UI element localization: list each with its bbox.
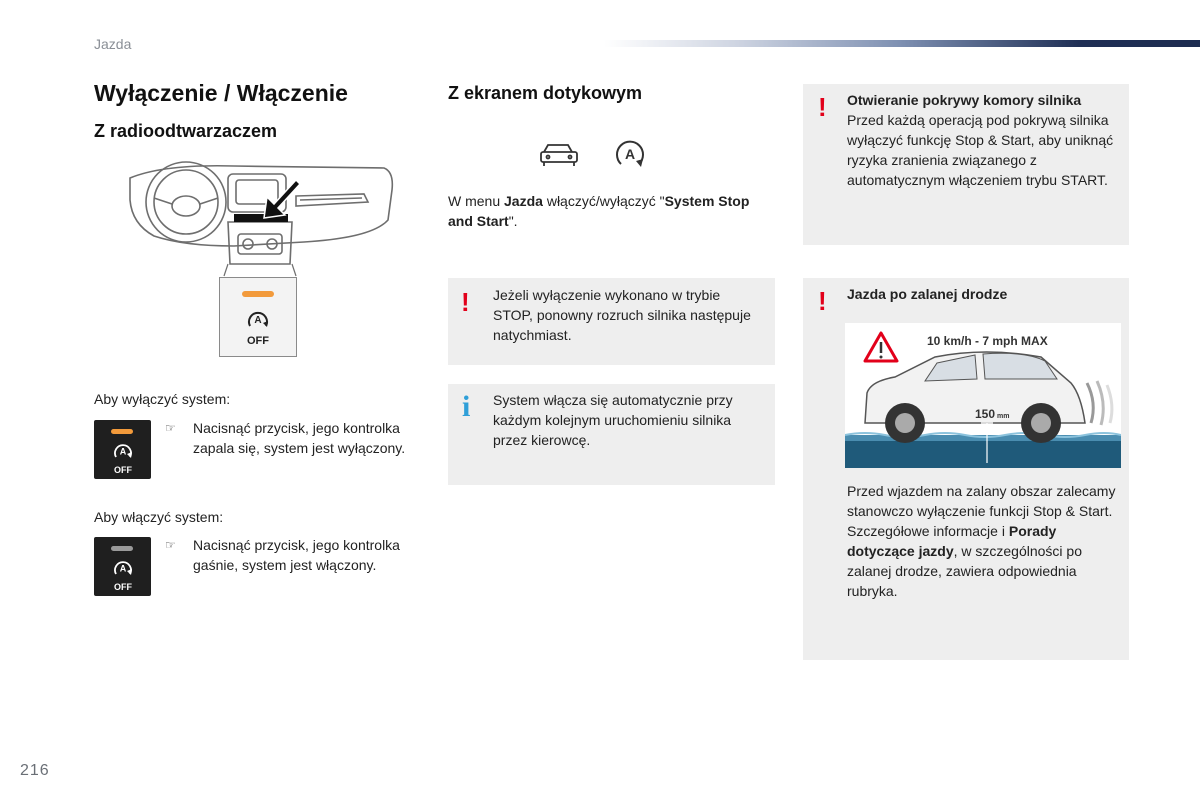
warning-icon: ! [461, 287, 470, 317]
warning-icon: ! [818, 92, 827, 122]
hand-pointer-icon: ☞ [165, 421, 176, 435]
svg-text:A: A [624, 146, 636, 162]
on-instruction: Nacisnąć przycisk, jego kontrolka gaśnie, system jest włączony. [193, 537, 400, 573]
page-title: Wyłączenie / Włączenie [94, 80, 348, 106]
button-led-off [94, 537, 151, 596]
flooded-road-illustration [845, 323, 1121, 468]
flooded-more-info: Szczegółowe informacje i [847, 523, 1009, 539]
warning-box-restart [448, 278, 775, 365]
button-off-label: OFF [114, 465, 132, 475]
menu-text: W menu [448, 193, 505, 209]
svg-text:A: A [119, 446, 127, 457]
car-icon [538, 140, 580, 170]
indicator-led-unlit [111, 546, 133, 551]
hand-pointer-icon: ☞ [165, 538, 176, 552]
menu-text: włączyć/wyłączyć " [542, 193, 665, 209]
auto-stop-start-icon [612, 136, 648, 172]
flooded-title-wrap [847, 284, 1119, 304]
info-text: System włącza się automatycznie przy każdym kolejnym uruchomieniu silnika przez kierowcę. [493, 392, 733, 448]
flood-speed-label: 10 km/h - 7 mph MAX [927, 334, 1048, 348]
info-icon: i [462, 390, 471, 423]
warning-box-flooded [803, 278, 1129, 660]
subtitle-touchscreen: Z ekranem dotykowym [448, 83, 643, 103]
svg-text:A: A [254, 315, 262, 326]
auto-stop-start-icon [110, 442, 136, 475]
menu-bold-system: System Stop and Start [448, 193, 750, 229]
menu-bold-jazda: Jazda [504, 193, 543, 209]
flood-depth-unit: mm [997, 413, 1010, 420]
auto-stop-start-icon [244, 308, 272, 346]
flooded-advice: Przed wjazdem na zalany obszar zalecamy stanowczo wyłączenie funkcji Stop & Start. [847, 483, 1116, 519]
off-intro: Aby wyłączyć system: [94, 391, 231, 407]
page-number: 216 [20, 762, 50, 779]
menu-instruction [448, 191, 758, 231]
menu-text: ". [508, 213, 518, 229]
warning-triangle-icon [865, 333, 897, 361]
warning-text: Jeżeli wyłączenie wykonano w trybie STOP, ponowny rozruch silnika następuje natychmiast. [493, 287, 751, 343]
flooded-text [847, 481, 1121, 601]
info-box [448, 384, 775, 485]
flooded-bold-ref: Porady dotyczące jazdy [847, 523, 1057, 559]
bonnet-title: Otwieranie pokrywy komory silnika [847, 92, 1082, 108]
section-title: Jazda [94, 36, 132, 52]
indicator-led [242, 291, 274, 297]
flooded-title: Jazda po zalanej drodze [847, 286, 1008, 302]
stop-start-button-large[interactable] [219, 277, 297, 357]
indicator-led-lit [111, 429, 133, 434]
auto-stop-start-icon [110, 559, 136, 592]
flooded-more-info-end: , w szczególności po zalanej drodze, zawiera odpowiednia rubryka. [847, 543, 1083, 599]
off-instruction: Nacisnąć przycisk, jego kontrolka zapala się, system jest wyłączony. [193, 420, 406, 456]
bonnet-warning [847, 90, 1119, 190]
on-intro: Aby włączyć system: [94, 509, 224, 525]
warning-box-bonnet [803, 84, 1129, 245]
button-led-on [94, 420, 151, 479]
bonnet-text: Przed każdą operacją pod pokrywą silnika wyłączyć funkcję Stop & Start, aby uniknąć ryzyka zranienia związanego z automatycznym włączeniem trybu START. [847, 112, 1114, 188]
header-bar [604, 40, 1200, 47]
flood-depth-value: 150 [975, 407, 996, 421]
warning-icon: ! [818, 286, 827, 316]
subtitle-radio: Z radioodtwarzaczem [94, 121, 278, 141]
svg-text:A: A [119, 563, 127, 574]
button-off-label: OFF [247, 335, 269, 347]
button-off-label: OFF [114, 582, 132, 592]
arrow-icon [264, 180, 300, 218]
